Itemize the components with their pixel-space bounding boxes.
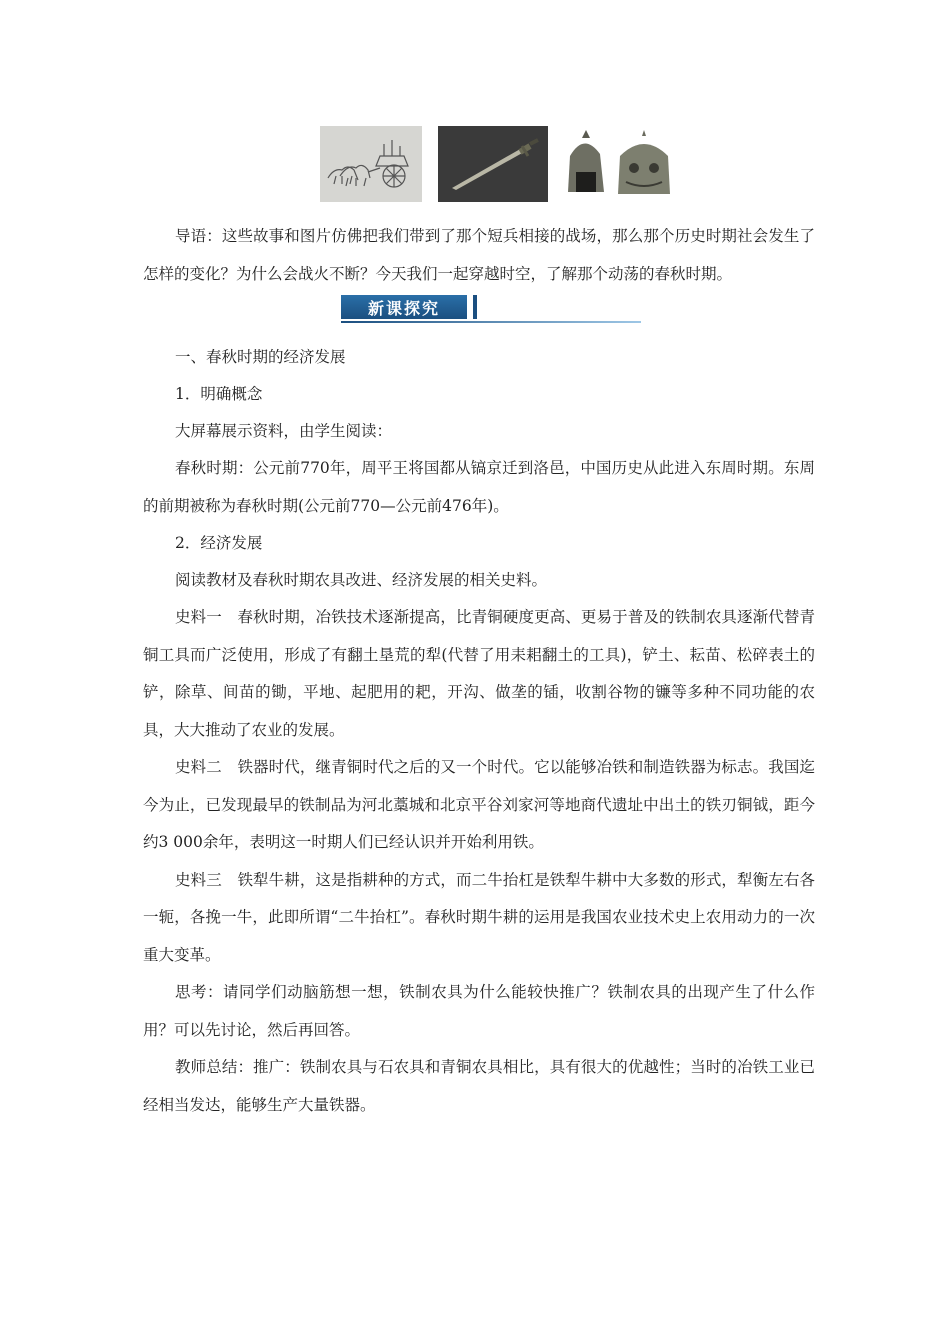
source-1-paragraph: 史料一 春秋时期，冶铁技术逐渐提高，比青铜硬度更高、更易于普及的铁制农具逐渐代替青铜工具而广泛使用，形成了有翻土垦荒的犁(代替了用耒耜翻土的工具)，铲土、耘苗、松碎表土的铲，除草、间苗的锄，平地、起肥用的耙，开沟、做垄的锸，收割谷物的镰等多种不同功能的农具，大大推动了农业的发展。 (143, 608, 815, 739)
lesson-content (143, 218, 815, 1124)
banner-bar (473, 295, 477, 319)
section-banner (341, 295, 641, 325)
subheading-1: 1．明确概念 (175, 385, 263, 403)
question-paragraph: 思考：请同学们动脑筋想一想，铁制农具为什么能较快推广？铁制农具的出现产生了什么作用？可以先讨论，然后再回答。 (143, 983, 815, 1039)
definition-paragraph: 春秋时期：公元前770年，周平王将国都从镐京迁到洛邑，中国历史从此进入东周时期。东周的前期被称为春秋时期(公元前770—公元前476年)。 (143, 459, 815, 515)
intro-images (320, 126, 674, 202)
source-2-paragraph: 史料二 铁器时代，继青铜时代之后的又一个时代。它以能够冶铁和制造铁器为标志。我国迄今为止，已发现最早的铁制品为河北藁城和北京平谷刘家河等地商代遗址中出土的铁刃铜钺，距今约3 000余年，表明这一时期人们已经认识并开始利用铁。 (143, 758, 815, 851)
subheading-2-text: 阅读教材及春秋时期农具改进、经济发展的相关史料。 (175, 571, 548, 589)
banner-label: 新课探究 (341, 295, 467, 319)
subheading-1-text: 大屏幕展示资料，由学生阅读： (175, 422, 393, 440)
section-heading-1: 一、春秋时期的经济发展 (175, 348, 346, 366)
subheading-2: 2．经济发展 (175, 534, 263, 552)
bronze-helmets-image (564, 126, 674, 202)
source-3-paragraph: 史料三 铁犁牛耕，这是指耕种的方式，而二牛抬杠是铁犁牛耕中大多数的形式，犁衡左右各一轭，各挽一牛，此即所谓“二牛抬杠”。春秋时期牛耕的运用是我国农业技术史上农用动力的一次重大变革。 (143, 870, 815, 964)
bronze-sword-image (438, 126, 548, 202)
intro-paragraph: 导语：这些故事和图片仿佛把我们带到了那个短兵相接的战场，那么那个历史时期社会发生了怎样的变化？为什么会战火不断？今天我们一起穿越时空，了解那个动荡的春秋时期。 (143, 227, 815, 283)
chariot-sketch-image (320, 126, 422, 202)
summary-paragraph: 教师总结：推广：铁制农具与石农具和青铜农具相比，具有很大的优越性；当时的冶铁工业已经相当发达，能够生产大量铁器。 (143, 1058, 815, 1114)
banner-underline (341, 321, 641, 323)
